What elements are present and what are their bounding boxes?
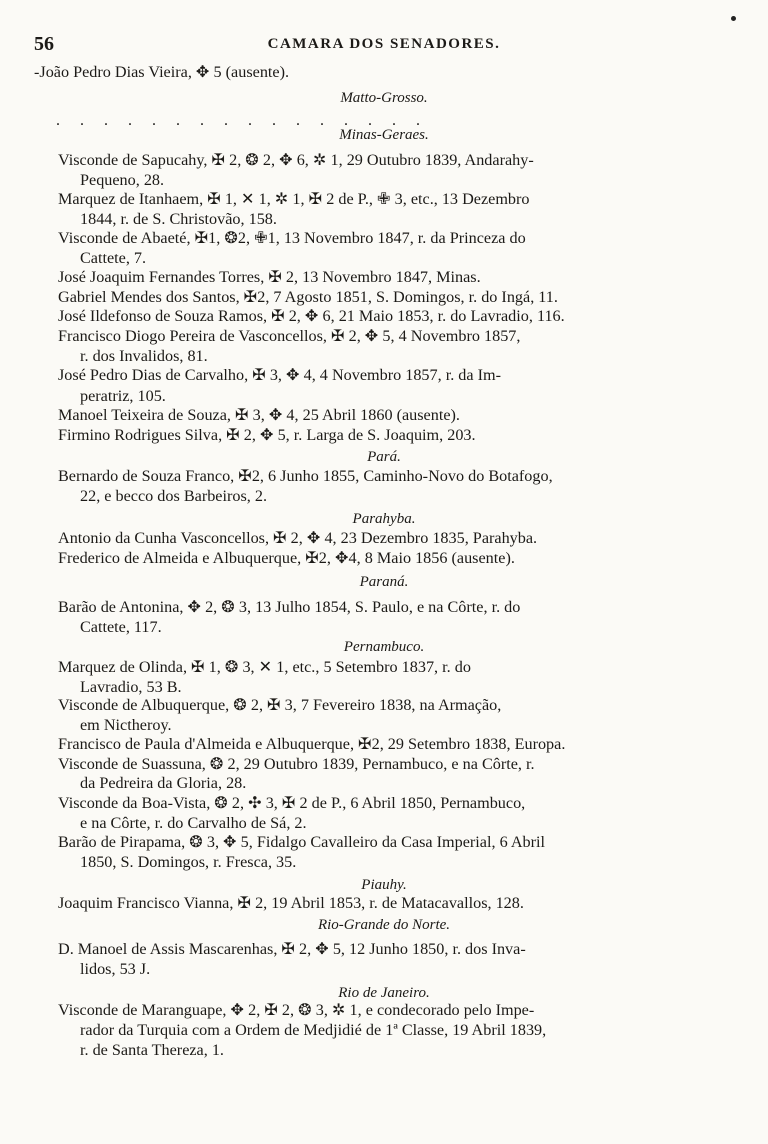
section-heading: Paraná. — [359, 574, 409, 590]
senator-entry-line: José Pedro Dias de Carvalho, ✠ 3, ✥ 4, 4 Novembro 1857, r. da Im- — [58, 366, 501, 384]
section-heading: Pará. — [367, 449, 401, 465]
senator-entry-line: D. Manoel de Assis Mascarenhas, ✠ 2, ✥ 5, 12 Junho 1850, r. dos Inva- — [58, 940, 526, 958]
senator-entry-line: José Ildefonso de Souza Ramos, ✠ 2, ✥ 6, 21 Maio 1853, r. do Lavradio, 116. — [58, 307, 565, 325]
senator-entry-line: Visconde de Suassuna, ❂ 2, 29 Outubro 1839, Pernambuco, e na Côrte, r. — [58, 755, 535, 773]
section-heading: Pernambuco. — [343, 639, 425, 655]
senator-entry-line: -João Pedro Dias Vieira, ✥ 5 (ausente). — [34, 63, 290, 81]
section-heading: Rio-Grande do Norte. — [317, 917, 451, 933]
senator-entry-line: José Joaquim Fernandes Torres, ✠ 2, 13 Novembro 1847, Minas. — [58, 268, 481, 286]
senator-entry-line: Antonio da Cunha Vasconcellos, ✠ 2, ✥ 4, 23 Dezembro 1835, Parahyba. — [58, 529, 538, 547]
entry-continuation-line: da Pedreira da Gloria, 28. — [80, 774, 247, 792]
senator-entry-line: Visconde de Albuquerque, ❂ 2, ✠ 3, 7 Fevereiro 1838, na Armação, — [58, 696, 502, 714]
senator-entry-line: Francisco de Paula d'Almeida e Albuquerque, ✠2, 29 Setembro 1838, Europa. — [58, 735, 566, 753]
senator-entry-line: Marquez de Olinda, ✠ 1, ❂ 3, ✕ 1, etc., 5 Setembro 1837, r. do — [58, 658, 471, 676]
margin-dot — [731, 16, 736, 21]
senator-entry-line: Visconde da Boa-Vista, ❂ 2, ✣ 3, ✠ 2 de P., 6 Abril 1850, Pernambuco, — [58, 794, 526, 812]
entry-continuation-line: r. de Santa Thereza, 1. — [80, 1041, 224, 1059]
entry-continuation-line: Pequeno, 28. — [80, 171, 165, 189]
senator-entry-line: Gabriel Mendes dos Santos, ✠2, 7 Agosto 1851, S. Domingos, r. do Ingá, 11. — [58, 288, 558, 306]
section-heading: Minas-Geraes. — [339, 127, 429, 143]
entry-continuation-line: em Nictheroy. — [80, 716, 172, 734]
dotted-separator: . . . . . . . . . . . . . . . . — [56, 112, 428, 129]
section-heading: Piauhy. — [361, 877, 407, 893]
entry-continuation-line: Cattete, 7. — [80, 249, 147, 267]
senator-entry-line: Visconde de Maranguape, ✥ 2, ✠ 2, ❂ 3, ✲ 1, e condecorado pelo Impe- — [58, 1001, 535, 1019]
senator-entry-line: Joaquim Francisco Vianna, ✠ 2, 19 Abril 1853, r. de Matacavallos, 128. — [58, 894, 524, 912]
senator-entry-line: Francisco Diogo Pereira de Vasconcellos, ✠ 2, ✥ 5, 4 Novembro 1857, — [58, 327, 521, 345]
section-heading: Matto-Grosso. — [340, 90, 428, 106]
entry-continuation-line: r. dos Invalidos, 81. — [80, 347, 208, 365]
entry-continuation-line: e na Côrte, r. do Carvalho de Sá, 2. — [80, 814, 307, 832]
entry-continuation-line: Lavradio, 53 B. — [80, 678, 182, 696]
page-number: 56 — [34, 33, 54, 55]
entry-continuation-line: 1844, r. de S. Christovão, 158. — [80, 210, 277, 228]
entry-continuation-line: Cattete, 117. — [80, 618, 162, 636]
senator-entry-line: Visconde de Abaeté, ✠1, ❂2, ✙1, 13 Novembro 1847, r. da Princeza do — [58, 229, 526, 247]
entry-continuation-line: 1850, S. Domingos, r. Fresca, 35. — [80, 853, 297, 871]
senator-entry-line: Firmino Rodrigues Silva, ✠ 2, ✥ 5, r. Larga de S. Joaquim, 203. — [58, 426, 476, 444]
running-head: CAMARA DOS SENADORES. — [267, 36, 501, 52]
senator-entry-line: Visconde de Sapucahy, ✠ 2, ❂ 2, ✥ 6, ✲ 1, 29 Outubro 1839, Andarahy- — [58, 151, 534, 169]
senator-entry-line: Marquez de Itanhaem, ✠ 1, ✕ 1, ✲ 1, ✠ 2 de P., ✙ 3, etc., 13 Dezembro — [58, 190, 530, 208]
senator-entry-line: Barão de Pirapama, ❂ 3, ✥ 5, Fidalgo Cavalleiro da Casa Imperial, 6 Abril — [58, 833, 545, 851]
section-heading: Rio de Janeiro. — [338, 985, 430, 1001]
page-header — [0, 33, 768, 59]
section-heading: Parahyba. — [352, 511, 416, 527]
senator-entry-line: Barão de Antonina, ✥ 2, ❂ 3, 13 Julho 1854, S. Paulo, e na Côrte, r. do — [58, 598, 521, 616]
entry-continuation-line: peratriz, 105. — [80, 387, 166, 405]
entry-continuation-line: 22, e becco dos Barbeiros, 2. — [80, 487, 268, 505]
entry-continuation-line: rador da Turquia com a Ordem de Medjidié de 1ª Classe, 19 Abril 1839, — [80, 1021, 547, 1039]
senator-entry-line: Bernardo de Souza Franco, ✠2, 6 Junho 1855, Caminho-Novo do Botafogo, — [58, 467, 553, 485]
entry-continuation-line: lidos, 53 J. — [80, 960, 151, 978]
senator-entry-line: Frederico de Almeida e Albuquerque, ✠2, ✥4, 8 Maio 1856 (ausente). — [58, 549, 515, 567]
senator-entry-line: Manoel Teixeira de Souza, ✠ 3, ✥ 4, 25 Abril 1860 (ausente). — [58, 406, 460, 424]
